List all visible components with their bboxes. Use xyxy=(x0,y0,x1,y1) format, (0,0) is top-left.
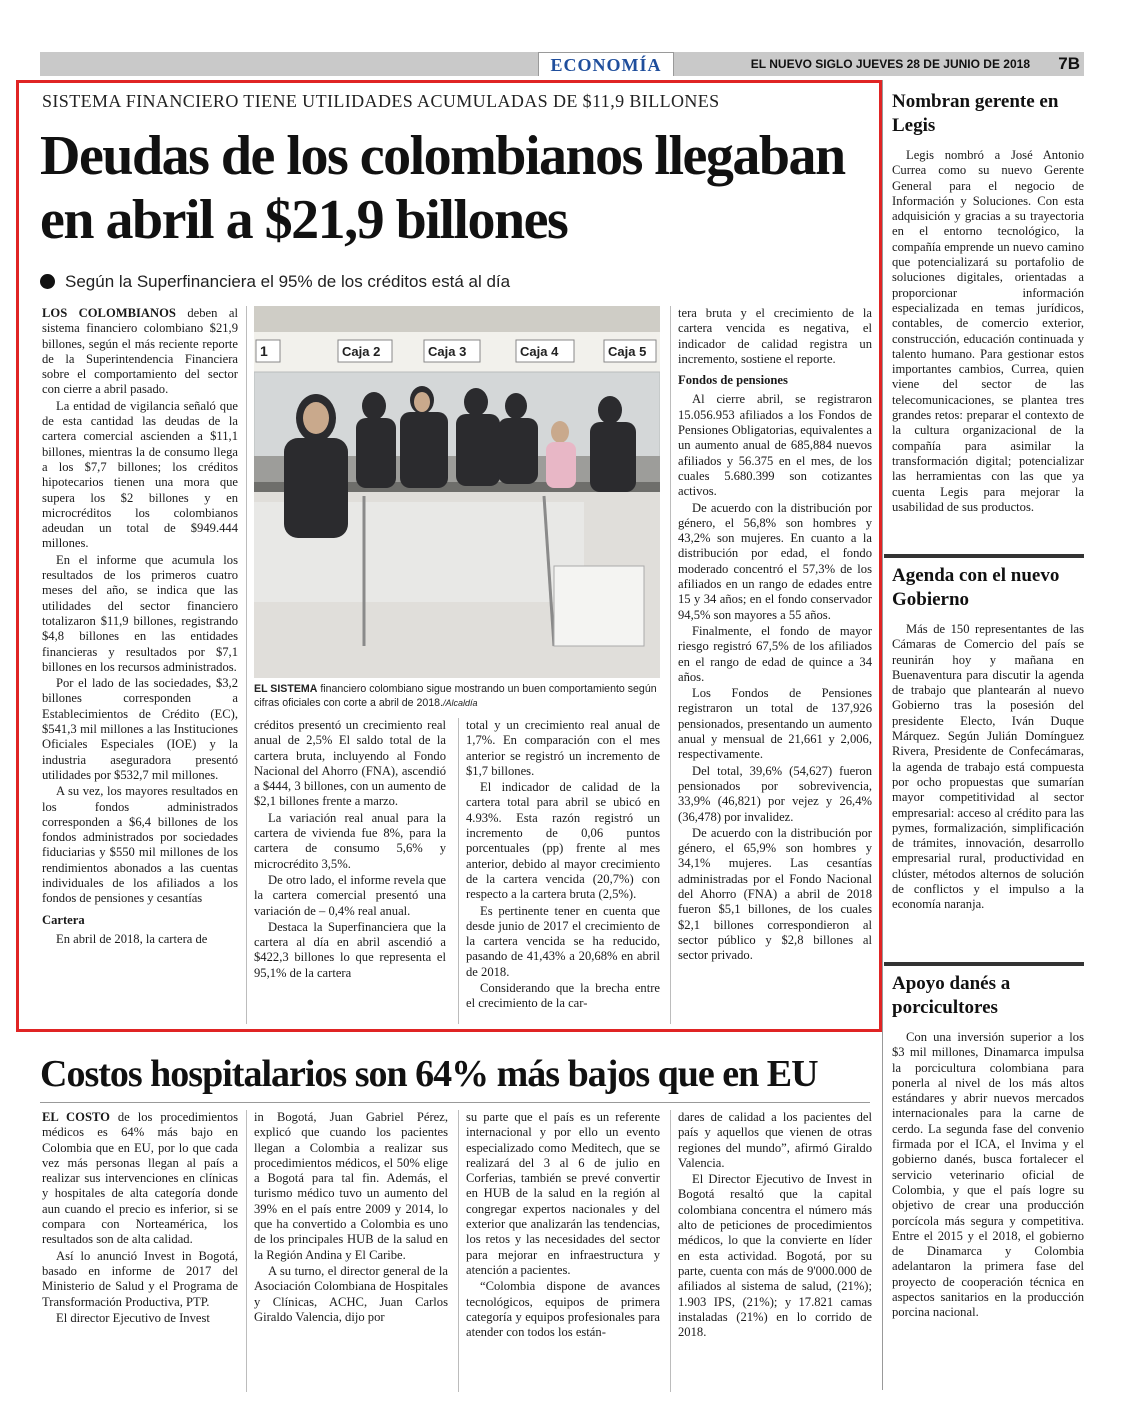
second-col-3 xyxy=(466,1110,660,1392)
paragraph: Es pertinente tener en cuenta que desde junio de 2017 el crecimiento de la cartera vencida se ha reducido, pasando de 41,43% a 20,68% en abril de 2018. xyxy=(466,903,660,979)
sidebar-title: Apoyo danés a porcicultores xyxy=(892,973,1011,1018)
sidebar-title: Nombran gerente en Legis xyxy=(892,91,1059,136)
subhead: Fondos de pensiones xyxy=(678,373,788,388)
photo-credit: /Alcaldía xyxy=(443,698,478,708)
sidebar-body xyxy=(892,622,1084,956)
section-header-bar xyxy=(40,52,1084,76)
bullet-dot-icon xyxy=(40,274,55,289)
paragraph: EL COSTO de los procedimientos médicos es 64% más bajo en Colombia que en EU, por lo que cada vez más personas llegan al país a realizar sus intervenciones en clínicas y hospitales de alta categoría donde aun cuando el precio es inferior, si se compara con Norteamérica, los resultados son de alta calidad. xyxy=(42,1110,238,1247)
paragraph: LOS COLOMBIANOS deben al sistema financiero colombiano $21,9 billones, según el más reciente reporte de la Superintendencia Financiera sobre el comportamiento del sector con cierre a abril pasado. xyxy=(42,306,238,397)
caja-label: Caja 4 xyxy=(520,344,559,359)
section-tag: ECONOMÍA xyxy=(538,52,674,76)
paragraph: De otro lado, el informe revela que la cartera comercial presentó una variación de – 0,4% real anual. xyxy=(254,872,446,918)
page-number: 7B xyxy=(1058,54,1080,73)
paragraph: total y un crecimiento real anual de 1,7%. En comparación con el mes anterior se registró un incremento de $1,7 billones. xyxy=(466,718,660,778)
paragraph: tera bruta y el crecimiento de la cartera vencida es negativa, el indicador de calidad registra un incremento, sostiene el reporte. xyxy=(678,306,872,366)
column-divider xyxy=(670,306,671,1024)
deck-text: Según la Superfinanciera el 95% de los créditos está al día xyxy=(65,272,511,291)
paragraph: Del total, 39,6% (54,627) fueron pensionados por sobrevivencia, 33,9% (46,821) por vejez y 26,4% (36,478) por invalidez. xyxy=(678,763,872,824)
paragraph: Así lo anunció Invest in Bogotá, basado en informe de 2017 del Ministerio de Salud y el Programa de Transformación Productiva, PTP. xyxy=(42,1248,238,1309)
second-col-1 xyxy=(42,1110,238,1392)
main-col-2 xyxy=(254,718,446,1024)
paragraph: El Director Ejecutivo de Invest in Bogotá resaltó que la capital colombiana concentra el número más alto de peticiones de procedimientos médicos, lo que la convierte en líder en esta actividad. Bogotá, por su parte, cuenta con más de 9'000.000 de afiliados al sistema de salud, (21%); 1.903 IPS, (21%); y 17.821 camas instaladas (21%) en lo corrido de 2018. xyxy=(678,1172,872,1340)
main-col-1 xyxy=(42,306,238,1024)
caja-label: Caja 5 xyxy=(608,344,647,359)
kicker: SISTEMA FINANCIERO TIENE UTILIDADES ACUMULADAS DE $11,9 BILLONES xyxy=(42,91,720,111)
column-divider xyxy=(670,1110,671,1392)
sidebar-title: Agenda con el nuevo Gobierno xyxy=(892,565,1060,610)
subhead: Cartera xyxy=(42,912,85,927)
sidebar-separator xyxy=(884,554,1084,558)
paragraph: Considerando que la brecha entre el crecimiento de la car- xyxy=(466,981,660,1011)
paragraph: Más de 150 representantes de las Cámaras de Comercio del país se reunirán hoy y mañana en Buenaventura para discutir la agenda de trabajo que plantearán al nuevo Gobierno tras la posesión del presidente Electo, Iván Duque Márquez. Según Julián Domínguez Rivera, Presidente de Confecámaras, la agenda de trabajo está compuesta por ocho propuestas que sumarían mayor competitividad al sector empresarial: acceso al crédito para las pymes, formalización, simplificación de trámites, innovación, desarrollo empresarial rural, productividad en clúster, métodos alternos de solución de conflictos y el impulso a la economía naranja. xyxy=(892,622,1084,912)
paragraph: La entidad de vigilancia señaló que de esta cantidad las deudas de la cartera comercial ascienden a $11,1 billones, mientras la de consumo llega a los $7,7 billones; los créditos hipotecarios tienen una mora que supera los $2 billones y en microcréditos los colombianos adeudan un total de $949.444 millones. xyxy=(42,398,238,551)
lead-words: LOS COLOMBIANOS xyxy=(42,306,176,320)
paragraph: su parte que el país es un referente internacional y por ello un evento especializado como Meditech, que se realizará del 3 al 6 de julio en Corferias, también se prevé convertir en HUB de la salud en la región al congregar expertos nacionales y del exterior que analizarán las tendencias, los retos y las necesidades del sector para mejorar en infraestructura y atención a pacientes. xyxy=(466,1110,660,1277)
column-divider xyxy=(458,718,459,1024)
second-headline: Costos hospitalarios son 64% más bajos que en EU xyxy=(40,1053,818,1095)
main-col-4 xyxy=(678,306,872,1024)
second-col-4 xyxy=(678,1110,872,1392)
paragraph: Por el lado de las sociedades, $3,2 billones corresponden a Establecimientos de Crédito (EC), $541,3 mil millones a las Instituciones Oficiales Especiales (IOE) y la industria aseguradora presentó utilidades por $532,7 mil millones. xyxy=(42,676,238,782)
headline-rule xyxy=(40,1102,870,1103)
deck xyxy=(40,272,870,292)
paragraph: De acuerdo con la distribución por género, el 56,8% son hombres y 43,2% son mujeres. En cuanto a la distribución por edad, el fondo moderado concentró el 57,3% de los afiliados en un rango de edades entre 15 y 34 años; en el fondo conservador 94,5% son mayores a 55 años. xyxy=(678,500,872,622)
paragraph: Legis nombró a José Antonio Currea como su nuevo Gerente General para el negocio de Información y Soluciones. Con esta adquisición y gracias a su trayectoria en el entorno tecnológico, la compañía emprende un nuevo camino que potencializará su portafolio de soluciones digitales, orientadas a proporcionar información especializada en temas jurídicos, contables, de comercio exterior, construcción, educación continuada y talento humano. Para gestionar estos importantes cambios, Currea, quien viene del sector de las telecomunicaciones, se plantea tres grandes retos: preparar el contexto de la cultura organizacional de la compañía para asimilar la transformación digital; potencializar las herramientas con las que ya cuenta Legis para mejorar la usabilidad de sus productos. xyxy=(892,148,1084,514)
second-col-2 xyxy=(254,1110,448,1392)
bank-tellers-illustration xyxy=(254,306,660,678)
column-divider xyxy=(246,1110,247,1392)
column-divider xyxy=(246,306,247,1024)
paragraph: Los Fondos de Pensiones registraron un total de 137,926 pensionados, presentando un aumento anual y mensual de 21,661 y 2,006, respectivamente. xyxy=(678,686,872,762)
story-photo xyxy=(254,306,660,678)
paragraph: A su turno, el director general de la Asociación Colombiana de Hospitales y Clínicas, ACHC, Juan Carlos Giraldo Valencia, dijo por xyxy=(254,1263,448,1324)
dateline: EL NUEVO SIGLO JUEVES 28 DE JUNIO DE 2018 xyxy=(750,57,1030,71)
caja-label: Caja 3 xyxy=(428,344,467,359)
main-col-3 xyxy=(466,718,660,1024)
caja-label: 1 xyxy=(260,343,268,359)
paragraph: De acuerdo con la distribución por género, el 65,9% son hombres y 34,1% mujeres. Las cesantías administradas por el Fondo Nacional del Ahorro (FNA) a abril de 2018 fueron $5,1 billones, de los cuales $2,1 billones correspondieron al sector público y $2,8 billones al sector privado. xyxy=(678,825,872,963)
paragraph: Con una inversión superior a los $3 mil millones, Dinamarca impulsa la porcicultura colombiana para ponerla al nivel de los más altos estándares y abrir nuevos mercados internacionales para la carne de cerdo. La segunda fase del convenio firmada por el ICA, el Invima y el gobierno danés, busca fortalecer el servicio veterinario oficial de Colombia, y que el país logre su objetivo de crear una producción porcícola más segura y competitiva. Entre el 2015 y el 2018, el gobierno de Dinamarca y Colombia adelantaron la primera fase del proyecto de cooperación técnica en aspectos sanitarios en la producción porcina nacional. xyxy=(892,1030,1084,1320)
column-divider xyxy=(458,1110,459,1392)
main-headline: Deudas de los colombianos llegaban en abril a $21,9 billones xyxy=(40,125,845,251)
paragraph: El indicador de calidad de la cartera total para abril se ubicó en 4.93%. Esta razón registró un incremento de 0,06 puntos porcentuales (pp) frente al mes anterior, debido al mayor crecimiento de la cartera vencida (20,7%) con respecto a la cartera bruta (2,5%). xyxy=(466,780,660,902)
paragraph: in Bogotá, Juan Gabriel Pérez, explicó que cuando los pacientes llegan a Colombia a realizar sus procedimientos médicos, el 50% elige a Bogotá para tal fin. Además, el turismo médico tuvo un aumento del 39% en el país entre 2009 y 2014, lo que ha convertido a Colombia es uno de los principales HUB de la salud en la Región Andina y El Caribe. xyxy=(254,1110,448,1262)
paragraph: En el informe que acumula los resultados de los primeros cuatro meses del año, se indica que las utilidades del sector financiero totalizaron $11,9 billones, registrando $4,8 billones en las entidades financieras y resultados por $7,1 billones en los recursos administrados. xyxy=(42,552,238,674)
caja-label: Caja 2 xyxy=(342,344,381,359)
paragraph: Destaca la Superfinanciera que la cartera al día en abril ascendió a $422,3 billones lo que representa el 95,1% de la cartera xyxy=(254,919,446,980)
paragraph: Al cierre abril, se registraron 15.056.953 afiliados a los Fondos de Pensiones Obligatorias, equivalentes a un aumento anual de 685,884 nuevos afiliados y 56.375 en el mes, de los cuales 5.680.399 son cotizantes activos. xyxy=(678,392,872,499)
paragraph: dares de calidad a los pacientes del país y aquellos que vienen de otras regiones del mundo”, afirmó Giraldo Valencia. xyxy=(678,1110,872,1170)
paragraph: Finalmente, el fondo de mayor riesgo registró 67,5% de los afiliados en el rango de edad de quince a 34 años. xyxy=(678,623,872,684)
paragraph: En abril de 2018, la cartera de xyxy=(56,931,208,946)
lead-words: EL COSTO xyxy=(42,1110,110,1124)
paragraph: A su vez, los mayores resultados en los fondos administrados corresponden a $6,4 billones de los fondos administrados por sociedades fiduciarias y $550 mil millones de los rendimientos abonados a las cuentas individuales de los afiliados a los fondos de pensiones y cesantías xyxy=(42,784,238,906)
caption-lead: EL SISTEMA xyxy=(254,683,318,695)
sidebar-body xyxy=(892,1030,1084,1394)
paragraph: La variación real anual para la cartera de vivienda fue 8%, para la cartera de consumo 5,6% y microcrédito 3,5%. xyxy=(254,810,446,871)
sidebar-body xyxy=(892,148,1084,546)
paragraph: “Colombia dispone de avances tecnológicos, equipos de primera categoría y equipos profesionales para atender con todos los están- xyxy=(466,1279,660,1340)
sidebar-divider xyxy=(882,80,883,1390)
paragraph: El director Ejecutivo de Invest xyxy=(56,1310,210,1325)
photo-caption: EL SISTEMA financiero colombiano sigue mostrando un buen comportamiento según cifras oficiales con corte a abril de 2018./Alcaldía xyxy=(254,683,657,709)
sidebar-separator xyxy=(884,962,1084,966)
paragraph: créditos presentó un crecimiento real anual de 2,5% El saldo total de la cartera bruta, incluyendo al Fondo Nacional del Ahorro (FNA), ascendió a $444, 3 billones, con un aumento de $2,1 billones frente a marzo. xyxy=(254,718,446,809)
